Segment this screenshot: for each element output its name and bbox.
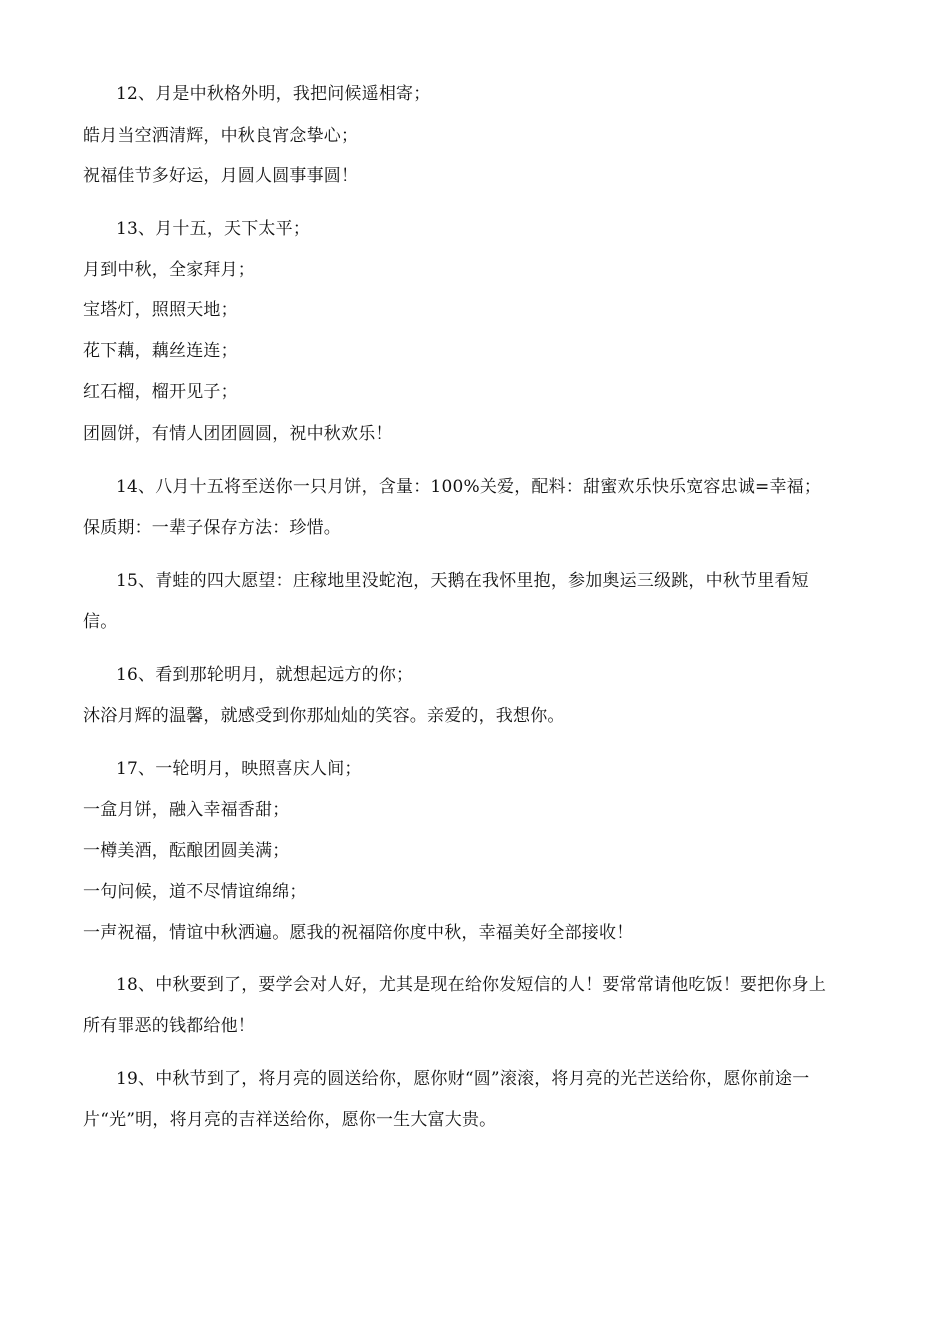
paragraph-15-line-1: 15、青蛙的四大愿望：庄稼地里没蛇泡，天鹅在我怀里抱，参加奥运三级跳，中秋节里看短 (116, 571, 809, 591)
paragraph-18-line-2: 所有罪恶的钱都给他！ (83, 1016, 255, 1036)
paragraph-19-line-1: 19、中秋节到了，将月亮的圆送给你，愿你财“圆”滚滚，将月亮的光芒送给你，愿你前途一 (116, 1069, 810, 1089)
paragraph-17-line-3: 一樽美酒，酝酿团圆美满； (83, 841, 290, 861)
paragraph-14-line-1: 14、八月十五将至送你一只月饼，含量：100%关爱，配料：甜蜜欢乐快乐宽容忠诚=幸福； (116, 477, 822, 497)
paragraph-17-line-5: 一声祝福，情谊中秋洒遍。愿我的祝福陪你度中秋，幸福美好全部接收！ (83, 923, 634, 943)
paragraph-13-line-4: 花下藕，藕丝连连； (83, 341, 238, 361)
paragraph-17-line-4: 一句问候，道不尽情谊绵绵； (83, 882, 307, 902)
paragraph-17-line-2: 一盒月饼，融入幸福香甜； (83, 800, 290, 820)
paragraph-13-line-2: 月到中秋，全家拜月； (83, 260, 255, 280)
paragraph-13-line-6: 团圆饼，有情人团团圆圆，祝中秋欢乐！ (83, 424, 393, 444)
paragraph-16-line-1: 16、看到那轮明月，就想起远方的你； (116, 665, 414, 685)
paragraph-13-line-3: 宝塔灯，照照天地； (83, 300, 238, 320)
paragraph-16-line-2: 沐浴月辉的温馨，就感受到你那灿灿的笑容。亲爱的，我想你。 (83, 706, 565, 726)
paragraph-17-line-1: 17、一轮明月，映照喜庆人间； (116, 759, 362, 779)
paragraph-12-line-2: 皓月当空洒清辉，中秋良宵念挚心； (83, 126, 359, 146)
paragraph-19-line-2: 片“光”明，将月亮的吉祥送给你，愿你一生大富大贵。 (83, 1110, 497, 1130)
paragraph-12-line-1: 12、月是中秋格外明，我把问候遥相寄； (116, 84, 431, 104)
paragraph-13-line-5: 红石榴，榴开见子； (83, 382, 238, 402)
paragraph-14-line-2: 保质期：一辈子保存方法：珍惜。 (83, 518, 341, 538)
paragraph-13-line-1: 13、月十五，天下太平； (116, 219, 311, 239)
paragraph-15-line-2: 信。 (83, 612, 118, 632)
paragraph-12-line-3: 祝福佳节多好运，月圆人圆事事圆！ (83, 166, 359, 186)
paragraph-18-line-1: 18、中秋要到了，要学会对人好，尤其是现在给你发短信的人！要常常请他吃饭！要把你身上 (116, 975, 827, 995)
